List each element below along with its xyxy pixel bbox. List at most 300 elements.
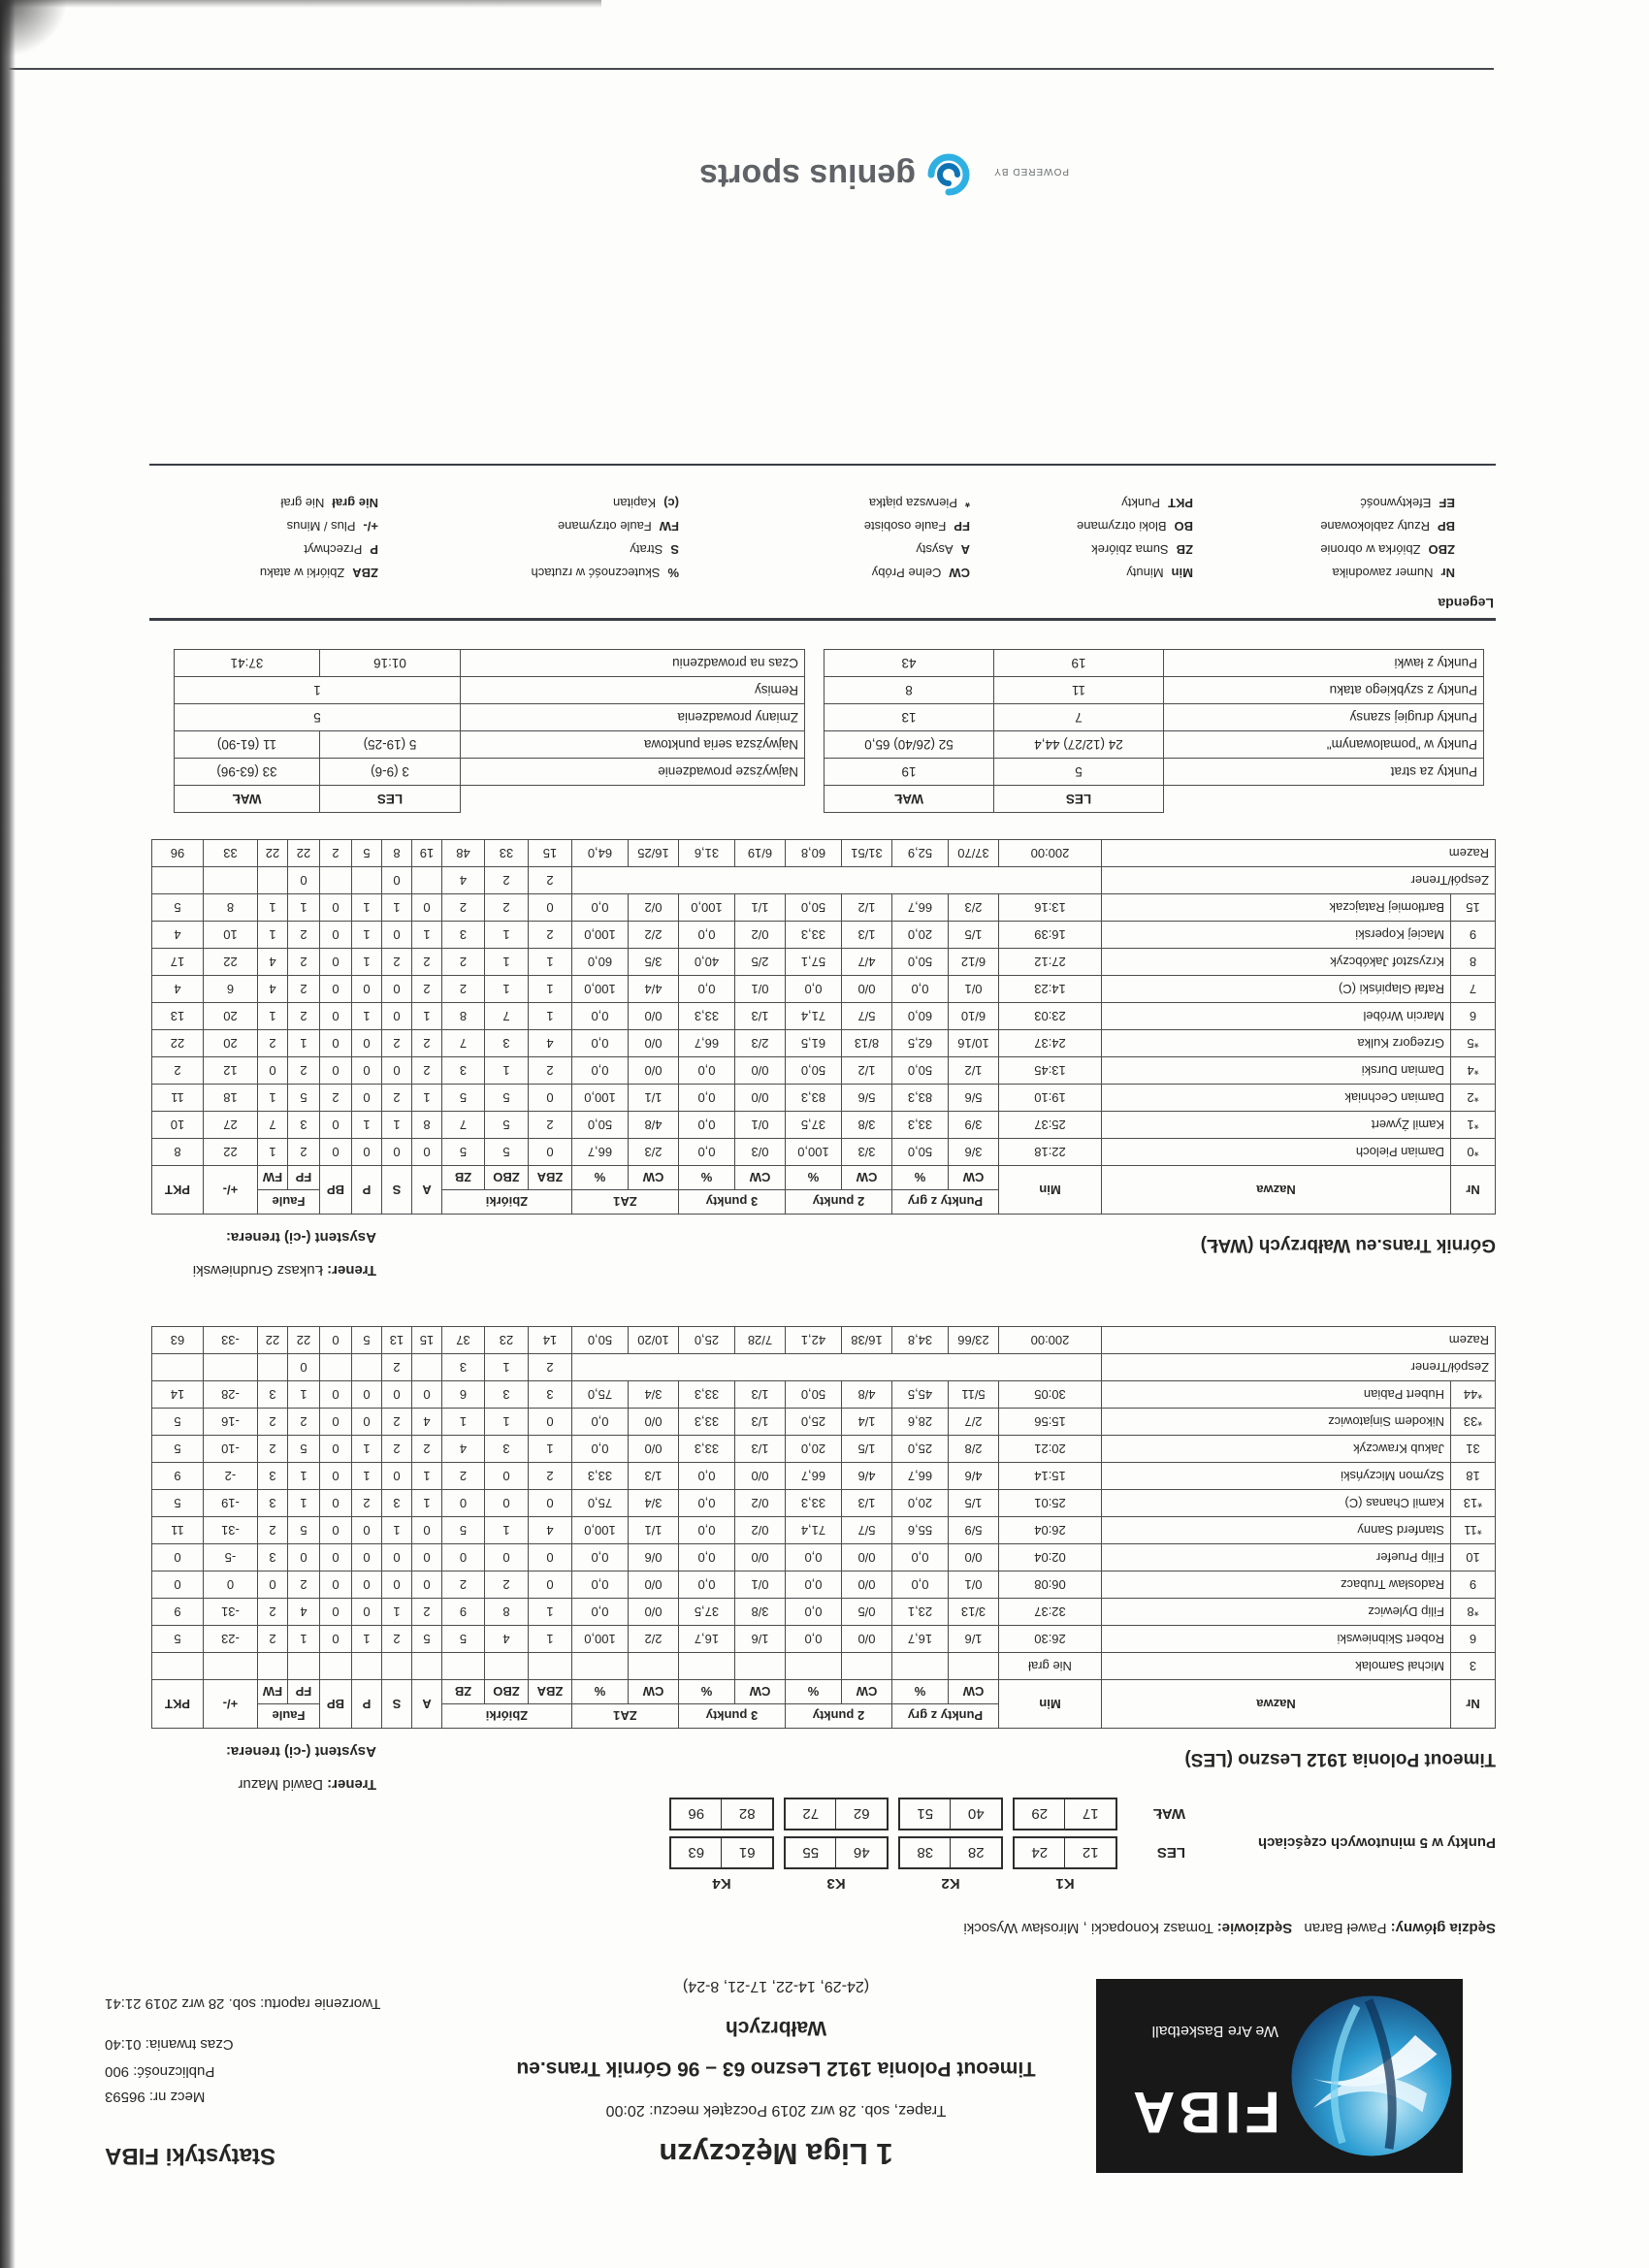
stat-cell: 0/0 — [734, 1057, 785, 1085]
column-header: ZBO — [484, 1680, 528, 1704]
group-header: Zbiórki — [441, 1190, 571, 1215]
stat-cell: 0,0 — [571, 1030, 628, 1057]
stat-cell: 6 — [441, 1381, 484, 1409]
stat-cell: 5 — [441, 1517, 484, 1544]
stat-cell: 0/0 — [628, 1057, 678, 1085]
stat-cell: 0 — [287, 867, 319, 894]
stat-cell: 42,1 — [785, 1327, 841, 1354]
player-row — [151, 976, 1495, 1003]
stat-cell: 2 — [411, 1057, 441, 1085]
stat-cell: 1 — [287, 1381, 319, 1409]
stat-cell: 0,0 — [891, 1571, 948, 1599]
stat-cell: 3/4 — [628, 1381, 678, 1409]
column-header: ZBA — [528, 1680, 571, 1704]
stat-cell: 0/1 — [734, 976, 785, 1003]
stat-cell: 0/1 — [734, 1571, 785, 1599]
stat-cell — [351, 1653, 381, 1680]
score-cell: 61 — [738, 1844, 756, 1862]
stat-cell: 0/0 — [949, 1544, 999, 1571]
column-header: Nr — [1451, 1166, 1496, 1215]
stat-cell: 0 — [319, 1139, 351, 1166]
legend-desc: Suma zbiórek — [1091, 542, 1169, 557]
stat-cell: 5 — [484, 1112, 528, 1139]
stat-cell: 2 — [381, 1436, 411, 1463]
stat-cell: 0,0 — [891, 1544, 948, 1571]
legend-desc: Faule osobiste — [863, 519, 947, 534]
stat-cell: 64,0 — [571, 840, 628, 867]
score-cell: 63 — [671, 1838, 723, 1867]
stat-cell: 0,0 — [678, 922, 734, 949]
score-cell: 62 — [853, 1805, 870, 1823]
legend-abbr: % — [667, 566, 679, 580]
summary-row — [175, 731, 805, 759]
stat-cell: 100,0 — [571, 1626, 628, 1653]
player-name: Nikodem Sinjatowicz — [1102, 1409, 1451, 1436]
summary-value-les: 11 — [994, 677, 1164, 704]
legend-item — [146, 496, 378, 510]
team-les-stats-table — [151, 1326, 1496, 1729]
stat-cell: 1 — [484, 1057, 528, 1085]
team-les-name: Timeout Polonia 1912 Leszno (LES) — [1184, 1749, 1496, 1769]
divider-line — [149, 464, 1496, 466]
player-row — [151, 1003, 1495, 1030]
stat-cell: 5 — [287, 1517, 319, 1544]
stat-cell: 0,0 — [571, 894, 628, 922]
player-number: *2 — [1451, 1085, 1496, 1112]
stat-cell: 0/0 — [841, 1544, 891, 1571]
stat-cell: 11 — [151, 1085, 203, 1112]
stat-cell: 10 — [151, 1112, 203, 1139]
group-header: Punkty z gry — [891, 1190, 998, 1215]
legend-abbr: S — [670, 542, 679, 557]
stat-cell: Nie grał — [999, 1653, 1102, 1680]
stat-cell: 5 — [151, 1490, 203, 1517]
summary-value-wal: 43 — [824, 650, 994, 677]
player-number: *1 — [1451, 1112, 1496, 1139]
stat-cell: 16,7 — [678, 1626, 734, 1653]
stat-cell: 2 — [287, 1409, 319, 1436]
stat-cell: 1/5 — [949, 1490, 999, 1517]
stat-cell: 20,0 — [785, 1436, 841, 1463]
stat-cell: 48 — [441, 840, 484, 867]
stat-cell: 27:12 — [999, 949, 1102, 976]
stat-cell: 66,7 — [891, 1463, 948, 1490]
stat-cell: 14 — [528, 1327, 571, 1354]
stat-cell: 0 — [381, 1139, 411, 1166]
legend-desc: Pierwsza piątka — [868, 496, 957, 510]
legend-abbr: Nr — [1440, 566, 1455, 580]
stat-cell: 2 — [411, 1436, 441, 1463]
player-name: Kamil Chanas (C) — [1102, 1490, 1451, 1517]
stat-cell: 0 — [319, 1626, 351, 1653]
stat-cell: 0,0 — [678, 1139, 734, 1166]
stat-cell — [203, 867, 257, 894]
period-score-box — [898, 1798, 1003, 1831]
column-header: P — [351, 1166, 381, 1215]
score-cell: 55 — [786, 1838, 837, 1867]
stat-cell: 1/1 — [628, 1517, 678, 1544]
stat-cell: 0/2 — [734, 1517, 785, 1544]
player-name: Marcin Wróbel — [1102, 1003, 1451, 1030]
stat-cell — [203, 1653, 257, 1680]
stat-cell: 4 — [257, 976, 287, 1003]
stat-cell: 0 — [319, 1327, 351, 1354]
column-header: FW — [257, 1680, 287, 1704]
period-label: K3 — [826, 1875, 846, 1892]
stat-cell: 1 — [484, 1354, 528, 1381]
player-name: Grzegorz Kulka — [1102, 1030, 1451, 1057]
stat-cell: 0 — [351, 1085, 381, 1112]
stat-cell: 0,0 — [785, 1544, 841, 1571]
stat-cell: 5/11 — [949, 1381, 999, 1409]
stat-cell: 5 — [351, 840, 381, 867]
stat-cell: 0 — [287, 1354, 319, 1381]
stat-cell: 0 — [319, 1490, 351, 1517]
stat-cell: 10/20 — [628, 1327, 678, 1354]
stat-cell: 0,0 — [678, 1571, 734, 1599]
stat-cell: 0,0 — [571, 1544, 628, 1571]
stat-cell: 22 — [257, 840, 287, 867]
group-header: ZA1 — [571, 1190, 678, 1215]
stat-cell: 24:37 — [999, 1030, 1102, 1057]
stat-cell: 50,0 — [891, 949, 948, 976]
stat-cell — [484, 1653, 528, 1680]
player-row — [151, 1381, 1495, 1409]
stat-cell: 1/3 — [841, 1490, 891, 1517]
stat-cell — [571, 1354, 1101, 1381]
stat-cell: 33,3 — [678, 1003, 734, 1030]
stat-cell: 0 — [319, 1571, 351, 1599]
attendance: Publiczność: 900 — [105, 2063, 215, 2080]
player-row — [151, 894, 1495, 922]
summary-row — [175, 677, 805, 704]
stat-cell: 1 — [528, 1626, 571, 1653]
team-les-coach — [238, 1776, 376, 1793]
stat-cell: 5 — [351, 1327, 381, 1354]
summary-value-wal: 8 — [824, 677, 994, 704]
legend-abbr: (c) — [663, 496, 679, 510]
stat-cell: 0/0 — [628, 1571, 678, 1599]
stat-cell: 1 — [351, 894, 381, 922]
team-wal-name: Górnik Trans.eu Wałbrzych (WAŁ) — [1200, 1235, 1496, 1255]
scan-corner-artifact — [0, 0, 68, 58]
stat-cell: 0/0 — [628, 1436, 678, 1463]
stat-cell: 3/3 — [841, 1139, 891, 1166]
stat-cell: 75,0 — [571, 1490, 628, 1517]
stat-cell: 57,1 — [785, 949, 841, 976]
stat-cell: 1 — [484, 1409, 528, 1436]
player-name: Michał Samolak — [1102, 1653, 1451, 1680]
summary-row — [824, 731, 1484, 759]
column-header-les: LES — [320, 786, 461, 813]
player-number: 6 — [1451, 1626, 1496, 1653]
stat-cell: 3 — [381, 1490, 411, 1517]
stat-cell: 2 — [381, 949, 411, 976]
stat-cell: 2 — [441, 949, 484, 976]
stat-cell: 2 — [528, 1112, 571, 1139]
player-row — [151, 1463, 1495, 1490]
stat-cell: 5 — [151, 1626, 203, 1653]
stat-cell: 100,0 — [571, 1085, 628, 1112]
stat-cell: 0/1 — [949, 1571, 999, 1599]
stat-cell: 5 — [151, 1436, 203, 1463]
stat-cell: 0/5 — [841, 1599, 891, 1626]
stat-cell: 1 — [528, 976, 571, 1003]
stat-cell: 3/8 — [841, 1112, 891, 1139]
stat-cell: 19 — [411, 840, 441, 867]
powered-by-label: POWERED BY — [993, 166, 1069, 177]
stat-cell: 0 — [381, 867, 411, 894]
stat-cell: 2 — [441, 976, 484, 1003]
column-header: FW — [257, 1166, 287, 1190]
stat-cell: 0 — [151, 1571, 203, 1599]
row-label: Razem — [1102, 840, 1496, 867]
stat-cell: 1/4 — [841, 1409, 891, 1436]
stat-cell: 1 — [484, 922, 528, 949]
legend-item — [146, 542, 378, 557]
stat-cell: 0 — [351, 1139, 381, 1166]
stat-cell: 1 — [287, 1490, 319, 1517]
stat-cell: 0 — [411, 1517, 441, 1544]
legend-abbr: EF — [1439, 496, 1455, 510]
legend-desc: Efektywność — [1360, 496, 1432, 510]
stat-cell: 3 — [441, 922, 484, 949]
stat-cell: 66,7 — [571, 1139, 628, 1166]
player-number: *4 — [1451, 1057, 1496, 1085]
column-header: Nazwa — [1102, 1680, 1451, 1729]
stat-cell: 5/9 — [949, 1517, 999, 1544]
stat-cell: 1 — [528, 1599, 571, 1626]
fiba-globe-icon — [1284, 1985, 1459, 2167]
column-header: Min — [999, 1166, 1102, 1215]
summary-value-les: 01:16 — [320, 650, 461, 677]
summary-label: Remisy — [461, 677, 805, 704]
stat-cell: 0 — [257, 1571, 287, 1599]
stat-cell: 17 — [151, 949, 203, 976]
player-row — [151, 1085, 1495, 1112]
stat-cell: 4 — [484, 1626, 528, 1653]
player-number: 15 — [1451, 894, 1496, 922]
stat-cell: 1 — [351, 922, 381, 949]
column-header: CW — [841, 1680, 891, 1704]
stat-cell: 2 — [411, 976, 441, 1003]
summary-label: Punkty za strat — [1164, 759, 1484, 786]
legend-item — [970, 496, 1193, 510]
column-header: % — [785, 1680, 841, 1704]
stat-cell: 34,8 — [891, 1327, 948, 1354]
stat-cell: 0,0 — [678, 1057, 734, 1085]
column-header: Min — [999, 1680, 1102, 1729]
stat-cell: 16/38 — [841, 1327, 891, 1354]
stat-cell: 37,5 — [785, 1112, 841, 1139]
stat-cell: 1/1 — [628, 1085, 678, 1112]
stat-cell: 23:03 — [999, 1003, 1102, 1030]
stat-cell: 2 — [257, 1436, 287, 1463]
stat-cell: -33 — [203, 1327, 257, 1354]
stat-cell: 3/13 — [949, 1599, 999, 1626]
stat-cell: 8/13 — [841, 1030, 891, 1057]
stat-cell: -31 — [203, 1599, 257, 1626]
column-header: PKT — [151, 1166, 203, 1215]
stat-cell: 2/3 — [628, 1139, 678, 1166]
player-row — [151, 1544, 1495, 1571]
player-number: *13 — [1451, 1490, 1496, 1517]
period-label: K1 — [1055, 1875, 1075, 1892]
player-name: Kamil Żywert — [1102, 1112, 1451, 1139]
stat-cell: 2 — [351, 1490, 381, 1517]
stat-cell — [257, 867, 287, 894]
legend-desc: Nie grał — [280, 496, 325, 510]
stat-cell: 26:04 — [999, 1517, 1102, 1544]
stat-cell — [151, 1653, 203, 1680]
stat-cell: 5 — [441, 1626, 484, 1653]
stat-cell: 11 — [151, 1517, 203, 1544]
player-name: Stanferd Sanny — [1102, 1517, 1451, 1544]
stat-cell: 2 — [381, 1626, 411, 1653]
column-header-les: LES — [994, 786, 1164, 813]
stat-cell: 0,0 — [678, 976, 734, 1003]
stat-cell: 2 — [528, 1463, 571, 1490]
period-label: K2 — [941, 1875, 960, 1892]
stat-cell: 31/51 — [841, 840, 891, 867]
stat-cell: 66,7 — [891, 894, 948, 922]
legend-item — [378, 566, 679, 580]
venue-line: Trapez, sob. 28 wrz 2019 Początek meczu: 20:00 — [605, 2102, 947, 2119]
stat-cell: 32:37 — [999, 1599, 1102, 1626]
summary-value-wal: 37:41 — [175, 650, 320, 677]
summary-label: Zmiany prowadzenia — [461, 704, 805, 731]
column-header: +/- — [203, 1166, 257, 1215]
stat-cell: 45,5 — [891, 1381, 948, 1409]
player-name: Damian Cechniak — [1102, 1085, 1451, 1112]
stat-cell — [319, 1653, 351, 1680]
report-title: Statystyki FIBA — [105, 2143, 276, 2169]
stat-cell: 5 — [441, 1085, 484, 1112]
legend-desc: Punkty — [1121, 496, 1160, 510]
stat-cell: 33,3 — [891, 1112, 948, 1139]
referees-names: Tomasz Konopacki , Mirosław Wysocki — [963, 1920, 1213, 1936]
stat-cell: 1 — [287, 1030, 319, 1057]
stat-cell: 6/12 — [949, 949, 999, 976]
fiba-wordmark: FIBA — [1129, 2080, 1280, 2145]
group-header: 3 punkty — [678, 1704, 785, 1729]
summary-value-les: 5 (19-25) — [320, 731, 461, 759]
stat-cell: 2 — [528, 922, 571, 949]
stat-cell: 10/16 — [949, 1030, 999, 1057]
player-number: 3 — [1451, 1653, 1496, 1680]
stat-cell: 66,7 — [785, 1463, 841, 1490]
stat-cell: 0 — [528, 1139, 571, 1166]
stat-cell — [319, 867, 351, 894]
stat-cell: 60,0 — [891, 1003, 948, 1030]
stat-cell: 2 — [441, 1463, 484, 1490]
stat-cell: 2 — [257, 1030, 287, 1057]
stat-cell: 0 — [319, 1436, 351, 1463]
summary-row — [175, 704, 805, 731]
player-name: Damian Pieloch — [1102, 1139, 1451, 1166]
player-row — [151, 1571, 1495, 1599]
stat-cell: -5 — [203, 1544, 257, 1571]
stat-cell: 0 — [528, 894, 571, 922]
stat-cell: 1 — [351, 1436, 381, 1463]
coach-name: Dawid Mazur — [238, 1776, 323, 1793]
player-row — [151, 1626, 1495, 1653]
legend-abbr: PKT — [1168, 496, 1193, 510]
stat-cell — [785, 1653, 841, 1680]
stat-cell: 20,0 — [891, 922, 948, 949]
stat-cell: 0 — [319, 1544, 351, 1571]
stat-cell: -2 — [203, 1463, 257, 1490]
group-header: 2 punkty — [785, 1704, 891, 1729]
stat-cell: 66,7 — [678, 1030, 734, 1057]
summary-row — [175, 650, 805, 677]
summary-row — [175, 759, 805, 786]
stat-cell: 0 — [203, 1571, 257, 1599]
stat-cell — [949, 1653, 999, 1680]
stat-cell: 0 — [319, 976, 351, 1003]
stat-cell: 0/1 — [734, 1112, 785, 1139]
stat-cell: 2/3 — [734, 1030, 785, 1057]
stat-cell — [891, 1653, 948, 1680]
stat-cell: 33,3 — [678, 1409, 734, 1436]
stat-cell — [351, 1354, 381, 1381]
stat-cell: 50,0 — [571, 1327, 628, 1354]
totals-row — [151, 1327, 1495, 1354]
quarter-points-table — [660, 1798, 1185, 1892]
player-number: 6 — [1451, 1003, 1496, 1030]
stat-cell: 0 — [528, 1490, 571, 1517]
stat-cell: 3/4 — [628, 1490, 678, 1517]
stat-cell: 0/0 — [628, 1409, 678, 1436]
stat-cell: 12 — [203, 1057, 257, 1085]
stat-cell: 0/0 — [841, 1626, 891, 1653]
group-header: Punkty z gry — [891, 1704, 998, 1729]
team-les-header — [147, 1733, 1496, 1795]
legend-abbr: P — [370, 542, 378, 557]
summary-label: Punkty drugiej szansy — [1164, 704, 1484, 731]
stat-cell: 50,0 — [891, 1057, 948, 1085]
stat-cell: 2 — [484, 867, 528, 894]
genius-sports-icon — [927, 153, 970, 196]
stat-cell: 4 — [151, 976, 203, 1003]
stat-cell: 0 — [381, 922, 411, 949]
stat-cell: 0 — [381, 1057, 411, 1085]
score-cell: 46 — [853, 1844, 870, 1862]
stat-cell: 0,0 — [571, 1599, 628, 1626]
stat-cell: 100,0 — [785, 1139, 841, 1166]
summary-row — [824, 704, 1484, 731]
player-name: Maciej Koperski — [1102, 922, 1451, 949]
legend-item — [378, 519, 679, 534]
stat-cell: 2 — [381, 1085, 411, 1112]
group-header: Faule — [257, 1704, 319, 1729]
stat-cell: 7/28 — [734, 1327, 785, 1354]
legend-item — [679, 566, 970, 580]
player-name: Filip Pruefer — [1102, 1544, 1451, 1571]
stat-cell: 0 — [257, 1057, 287, 1085]
stat-cell: 6 — [203, 976, 257, 1003]
legend-desc: Rzuty zablokowane — [1320, 519, 1430, 534]
column-header-wal: WAŁ — [175, 786, 320, 813]
group-header: 3 punkty — [678, 1190, 785, 1215]
stat-cell: 9 — [151, 1463, 203, 1490]
group-header: 2 punkty — [785, 1190, 891, 1215]
scan-edge-artifact — [0, 0, 601, 8]
stat-cell: 1 — [287, 894, 319, 922]
stat-cell: 2 — [411, 1599, 441, 1626]
stat-cell: 0,0 — [678, 1085, 734, 1112]
stat-cell: 0 — [381, 976, 411, 1003]
